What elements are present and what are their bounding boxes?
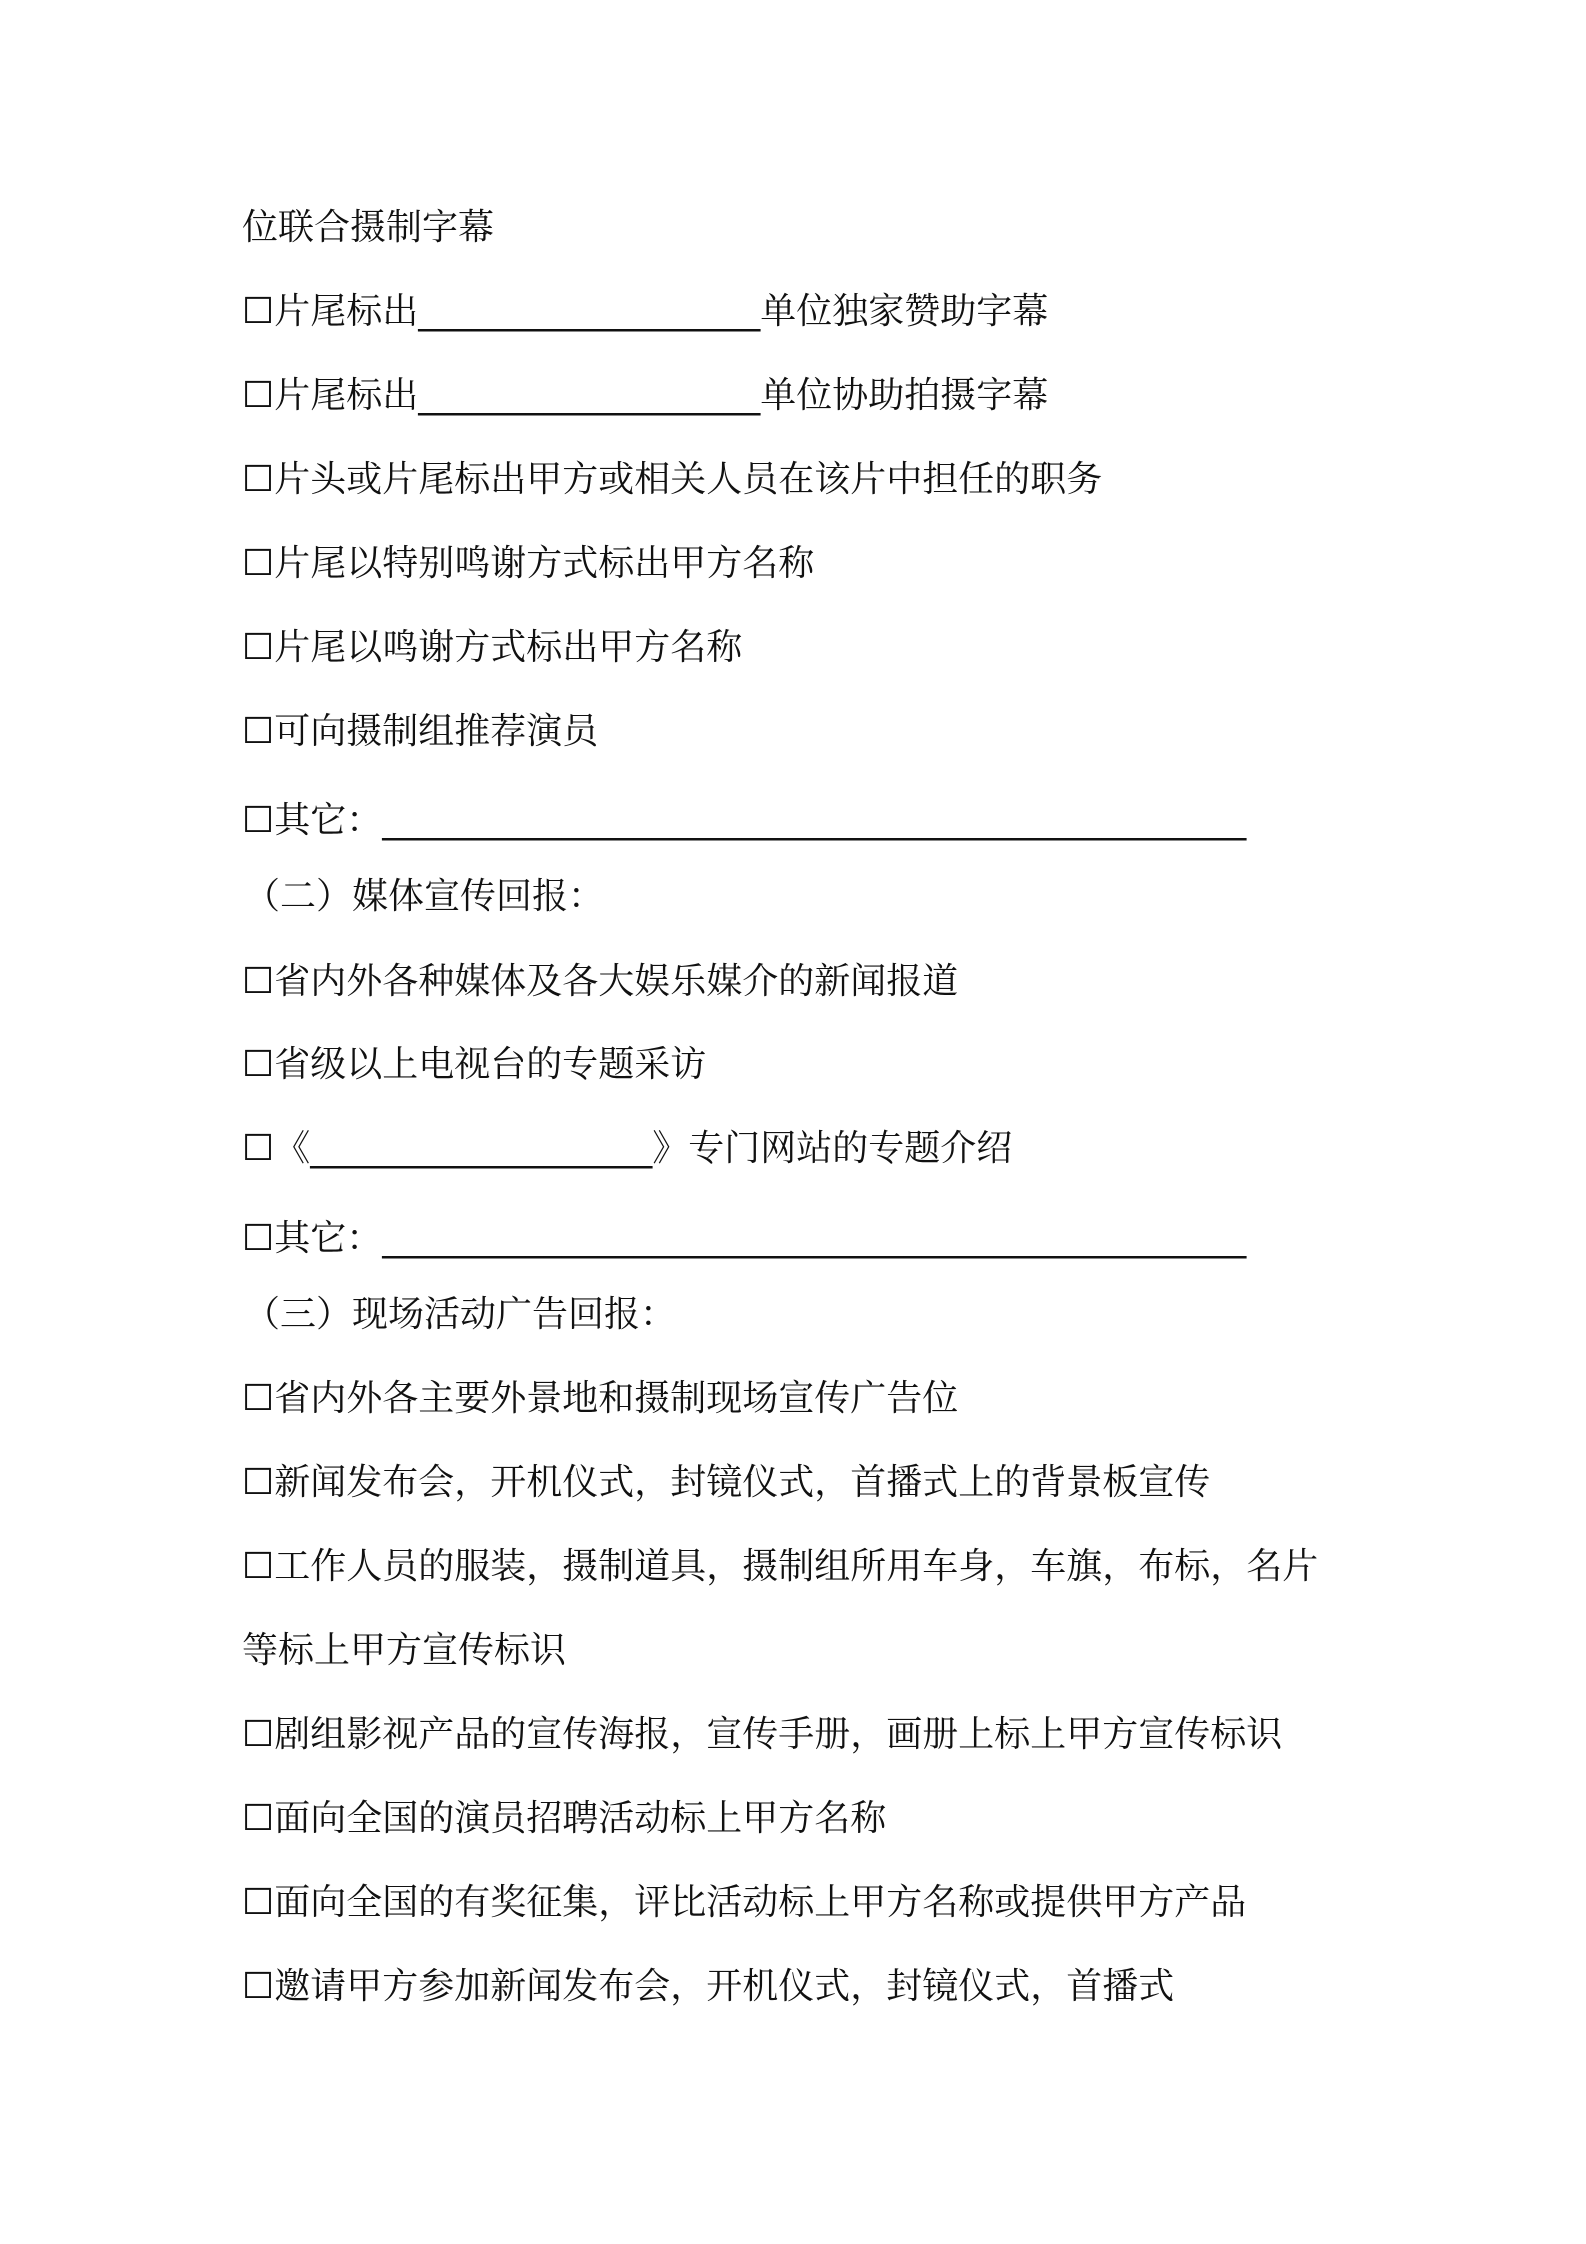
text-line: ☐省级以上电视台的专题采访 — [242, 1044, 707, 1085]
text-line: ☐片头或片尾标出甲方或相关人员在该片中担任的职务 — [242, 459, 1103, 500]
text-line: 等标上甲方宣传标识 — [242, 1630, 567, 1671]
text-line: ☐其它：________________________________________________ — [242, 800, 1247, 841]
text-line: ☐邀请甲方参加新闻发布会，开机仪式，封镜仪式，首播式 — [242, 1966, 1175, 2007]
text-line: ☐面向全国的有奖征集，评比活动标上甲方名称或提供甲方产品 — [242, 1882, 1247, 1923]
text-line: ☐其它：________________________________________________ — [242, 1218, 1247, 1259]
text-line: ☐省内外各主要外景地和摄制现场宣传广告位 — [242, 1378, 959, 1419]
text-line: 位联合摄制字幕 — [242, 207, 495, 248]
text-line: ☐面向全国的演员招聘活动标上甲方名称 — [242, 1798, 887, 1839]
text-line: ☐片尾以特别鸣谢方式标出甲方名称 — [242, 543, 815, 584]
text-line: ☐片尾标出___________________单位协助拍摄字幕 — [242, 375, 1049, 416]
text-line: ☐剧组影视产品的宣传海报，宣传手册，画册上标上甲方宣传标识 — [242, 1714, 1283, 1755]
text-line: ☐新闻发布会，开机仪式，封镜仪式，首播式上的背景板宣传 — [242, 1462, 1211, 1503]
section-heading: （三）现场活动广告回报： — [244, 1294, 677, 1335]
section-heading: （二）媒体宣传回报： — [244, 876, 605, 917]
text-line: ☐可向摄制组推荐演员 — [242, 711, 599, 752]
text-line: ☐片尾以鸣谢方式标出甲方名称 — [242, 627, 743, 668]
text-line: ☐《___________________》专门网站的专题介绍 — [242, 1128, 1013, 1169]
text-line: ☐片尾标出___________________单位独家赞助字幕 — [242, 291, 1049, 332]
text-line: ☐省内外各种媒体及各大娱乐媒介的新闻报道 — [242, 961, 959, 1002]
text-line: ☐工作人员的服装，摄制道具，摄制组所用车身，车旗，布标，名片 — [242, 1546, 1319, 1587]
